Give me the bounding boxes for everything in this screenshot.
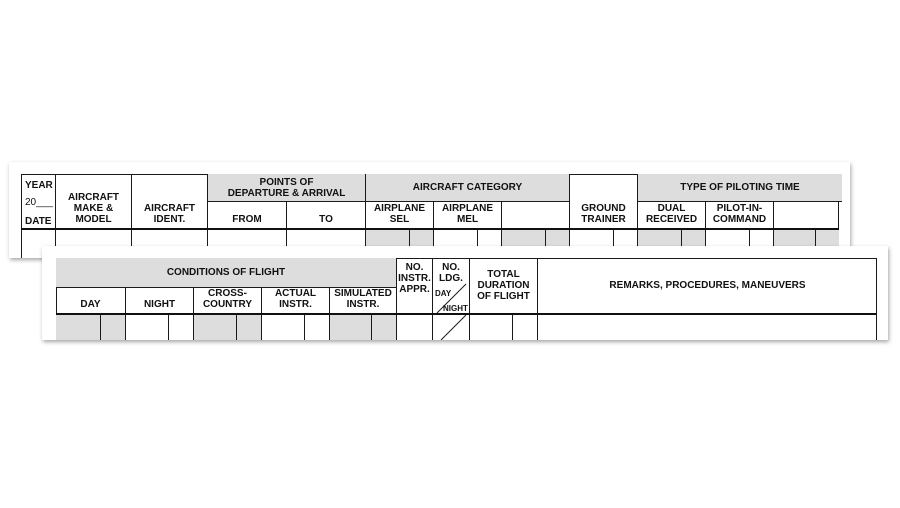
simulated-instr-header (330, 288, 397, 314)
entry-day-cell[interactable] (56, 315, 101, 340)
piloting-time-label: TYPE OF PILOTING TIME (680, 182, 800, 193)
logbook-page-left (9, 162, 850, 258)
aircraft-category-label: AIRCRAFT CATEGORY (412, 182, 523, 193)
remarks-header (538, 258, 877, 314)
points-group-header (208, 174, 366, 202)
aircraft-make-model-header (56, 174, 132, 229)
year-label: YEAR (25, 180, 53, 191)
ldg-day-label: DAY (435, 289, 452, 298)
conditions-of-flight-label: CONDITIONS OF FLIGHT (166, 267, 286, 278)
entry-total-duration-tenths-cell[interactable] (513, 315, 538, 340)
total-duration-label: TOTAL DURATION OF FLIGHT (477, 269, 530, 302)
piloting-blank-header (774, 202, 839, 229)
day-label: DAY (80, 299, 101, 310)
from-label: FROM (232, 214, 262, 225)
entry-ldg-cell[interactable] (433, 315, 470, 340)
to-label: TO (319, 214, 333, 225)
night-header (126, 288, 194, 314)
dual-received-label: DUAL RECEIVED (645, 203, 698, 225)
airplane-mel-header (434, 202, 502, 229)
conditions-of-flight-header (56, 258, 397, 288)
from-header (208, 202, 287, 229)
airplane-sel-header (366, 202, 434, 229)
piloting-time-header (638, 174, 842, 202)
entry-simulated-instr-cell[interactable] (330, 315, 372, 340)
points-group-label: POINTS OF DEPARTURE & ARRIVAL (227, 176, 346, 199)
ground-trainer-label: GROUND TRAINER (581, 203, 626, 225)
date-label: DATE (25, 216, 52, 227)
night-label: NIGHT (143, 299, 176, 310)
ground-trainer-header (570, 174, 638, 229)
airplane-mel-label: AIRPLANE MEL (441, 203, 494, 225)
entry-ldg-diagonal-line (433, 315, 470, 340)
entry-instr-appr-cell[interactable] (397, 315, 433, 340)
entry-cross-country-tenths-cell[interactable] (237, 315, 262, 340)
aircraft-ident-label: AIRCRAFT IDENT. (143, 203, 196, 225)
entry-night-tenths-cell[interactable] (169, 315, 194, 340)
aircraft-ident-header (132, 174, 208, 229)
entry-total-duration-cell[interactable] (470, 315, 513, 340)
date-header (21, 174, 56, 229)
cross-country-label: CROSS- COUNTRY (202, 288, 253, 310)
entry-remarks-cell[interactable] (538, 315, 877, 340)
aircraft-category-header (366, 174, 570, 202)
year-value: 20___ (25, 197, 53, 208)
no-ldg-label: NO. LDG. (439, 262, 463, 284)
to-header (287, 202, 366, 229)
aircraft-make-model-label: AIRCRAFT MAKE & MODEL (67, 192, 120, 225)
entry-actual-instr-tenths-cell[interactable] (305, 315, 330, 340)
entry-cross-country-cell[interactable] (194, 315, 237, 340)
entry-day-tenths-cell[interactable] (101, 315, 126, 340)
no-instr-appr-header (397, 258, 433, 314)
entry-simulated-instr-tenths-cell[interactable] (372, 315, 397, 340)
day-header (56, 288, 126, 314)
no-ldg-header (433, 258, 470, 314)
actual-instr-label: ACTUAL INSTR. (274, 288, 317, 310)
airplane-sel-label: AIRPLANE SEL (373, 203, 426, 225)
simulated-instr-label: SIMULATED INSTR. (334, 288, 392, 310)
total-duration-header (470, 258, 538, 314)
logbook-page-right (42, 246, 888, 340)
actual-instr-header (262, 288, 330, 314)
remarks-label: REMARKS, PROCEDURES, MANEUVERS (609, 280, 806, 291)
pilot-in-command-label: PILOT-IN- COMMAND (712, 203, 767, 225)
category-blank-header (502, 202, 570, 229)
entry-night-cell[interactable] (126, 315, 169, 340)
no-instr-appr-label: NO. INSTR. APPR. (398, 262, 431, 295)
pilot-in-command-header (706, 202, 774, 229)
entry-actual-instr-cell[interactable] (262, 315, 305, 340)
ldg-night-label: NIGHT (443, 304, 468, 313)
cross-country-header (194, 288, 262, 314)
dual-received-header (638, 202, 706, 229)
